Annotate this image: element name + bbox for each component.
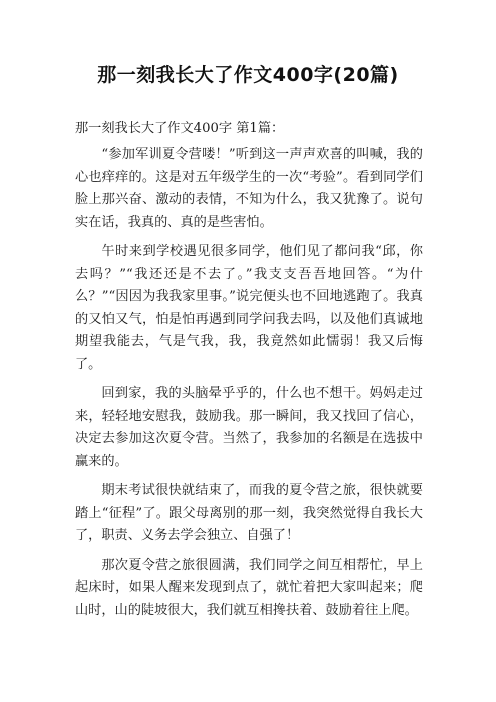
document-body bbox=[75, 118, 423, 629]
paragraph-4: 期末考试很快就结束了，而我的夏令营之旅，很快就要踏上“征程”了。跟父母离别的那一刻，我突然觉得自我长大了，职责、义务去学会独立、自强了！ bbox=[75, 483, 423, 543]
paragraph-3: 回到家，我的头脑晕乎乎的，什么也不想干。妈妈走过来，轻轻地安慰我，鼓励我。那一瞬间，我又找回了信心，决定去参加这次夏令营。当然了，我参加的名额是在选拔中赢来的。 bbox=[75, 386, 423, 469]
paragraph-5: 那次夏令营之旅很圆满，我们同学之间互相帮忙，早上起床时，如果人醒来发现到点了，就忙着把大家叫起来；爬山时，山的陡坡很大，我们就互相搀扶着、鼓励着往上爬。 bbox=[75, 557, 423, 618]
paragraph-1: “参加军训夏令营喽！”听到这一声声欢喜的叫喊，我的心也痒痒的。这是对五年级学生的一次“考验”。看到同学们脸上那兴奋、激动的表情，不知为什么，我又犹豫了。说句实在话，我真的、真的是些害怕。 bbox=[75, 147, 423, 230]
section-heading: 那一刻我长大了作文400字 第1篇： bbox=[75, 121, 285, 136]
document-title: 那一刻我长大了作文400字(20篇) bbox=[97, 64, 399, 86]
paragraph-2: 午时来到学校遇见很多同学，他们见了都问我“邱，你去吗？”“我还还是不去了。”我支支吾吾地回答。“为什么？”“因因为我我家里事。”说完便头也不回地逃跑了。我真的又怕又气，怕是怕再遇到同学问我去吗，以及他们真诚地期望我能去，气是气我，我，我竟然如此懦弱！我又后悔了。 bbox=[75, 244, 423, 372]
